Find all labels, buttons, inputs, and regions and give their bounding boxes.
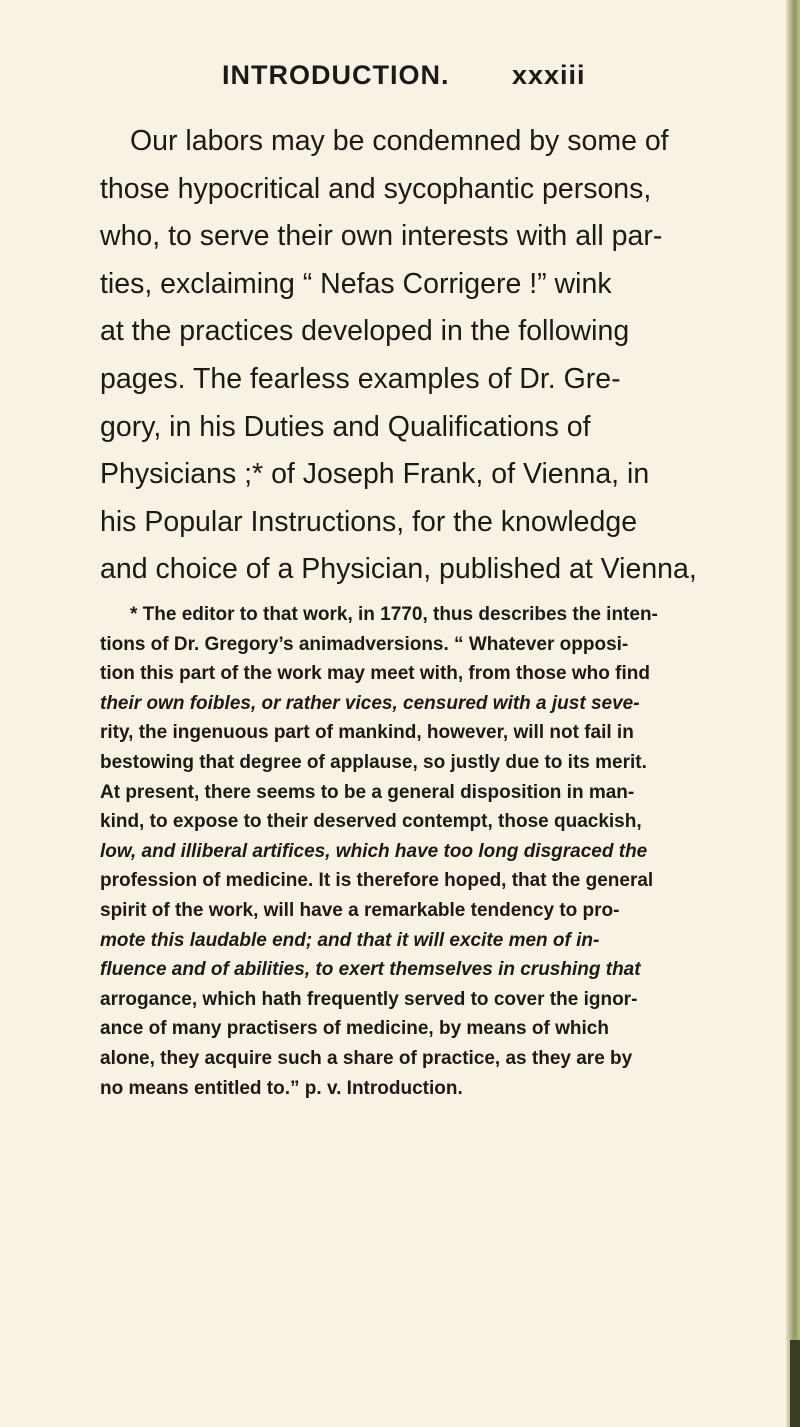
body-line: who, to serve their own interests with all par- bbox=[100, 220, 663, 253]
footnote-line: arrogance, which hath frequently served to cover the ignor- bbox=[100, 988, 638, 1010]
running-head: INTRODUCTION. bbox=[222, 60, 450, 90]
body-line: at the practices developed in the following bbox=[100, 315, 630, 348]
footnote-line: ance of many practisers of medicine, by means of which bbox=[100, 1018, 609, 1040]
page-edge bbox=[786, 0, 800, 1427]
body-line: and choice of a Physician, published at Vienna, bbox=[100, 553, 697, 586]
footnote-line: tions of Dr. Gregory’s animadversions. “ Whatever opposi- bbox=[100, 633, 629, 655]
body-line: Physicians ;* of Joseph Frank, of Vienna, in bbox=[100, 458, 650, 491]
footnote-line: their own foibles, or rather vices, censured with a just seve- bbox=[100, 692, 640, 714]
footnote-line: no means entitled to.” p. v. Introduction. bbox=[100, 1077, 463, 1099]
footnote-line: tion this part of the work may meet with, from those who find bbox=[100, 663, 650, 685]
footnote-line: * The editor to that work, in 1770, thus describes the inten- bbox=[130, 604, 658, 625]
body-line: ties, exclaiming “ Nefas Corrigere !” wink bbox=[100, 267, 612, 300]
footnote-line: mote this laudable end; and that it will excite men of in- bbox=[100, 929, 600, 951]
footnote-line: alone, they acquire such a share of practice, as they are by bbox=[100, 1047, 633, 1069]
page-number: xxxiii bbox=[512, 60, 586, 90]
footnote-line: low, and illiberal artifices, which have too long disgraced the bbox=[100, 840, 648, 862]
body-line: his Popular Instructions, for the knowledge bbox=[100, 505, 638, 538]
footnote-line: rity, the ingenuous part of mankind, however, will not fail in bbox=[100, 722, 634, 744]
body-line: Our labors may be condemned by some of bbox=[130, 125, 669, 157]
footnote-line: kind, to expose to their deserved contempt, those quackish, bbox=[100, 811, 642, 833]
page-header bbox=[0, 60, 800, 100]
body-line: pages. The fearless examples of Dr. Gre- bbox=[100, 362, 621, 395]
footnote-line: spirit of the work, will have a remarkable tendency to pro- bbox=[100, 899, 620, 921]
page-edge-shadow bbox=[790, 1340, 800, 1427]
footnote-line: profession of medicine. It is therefore hoped, that the general bbox=[100, 870, 654, 892]
body-line: those hypocritical and sycophantic persons, bbox=[100, 172, 652, 205]
footnote-line: bestowing that degree of applause, so justly due to its merit. bbox=[100, 751, 647, 773]
footnote-line: At present, there seems to be a general disposition in man- bbox=[100, 781, 635, 803]
footnote bbox=[100, 600, 660, 1103]
footnote-line: fluence and of abilities, to exert themselves in crushing that bbox=[100, 959, 641, 981]
body-line: gory, in his Duties and Qualifications of bbox=[100, 410, 591, 443]
body-paragraph bbox=[100, 118, 697, 594]
